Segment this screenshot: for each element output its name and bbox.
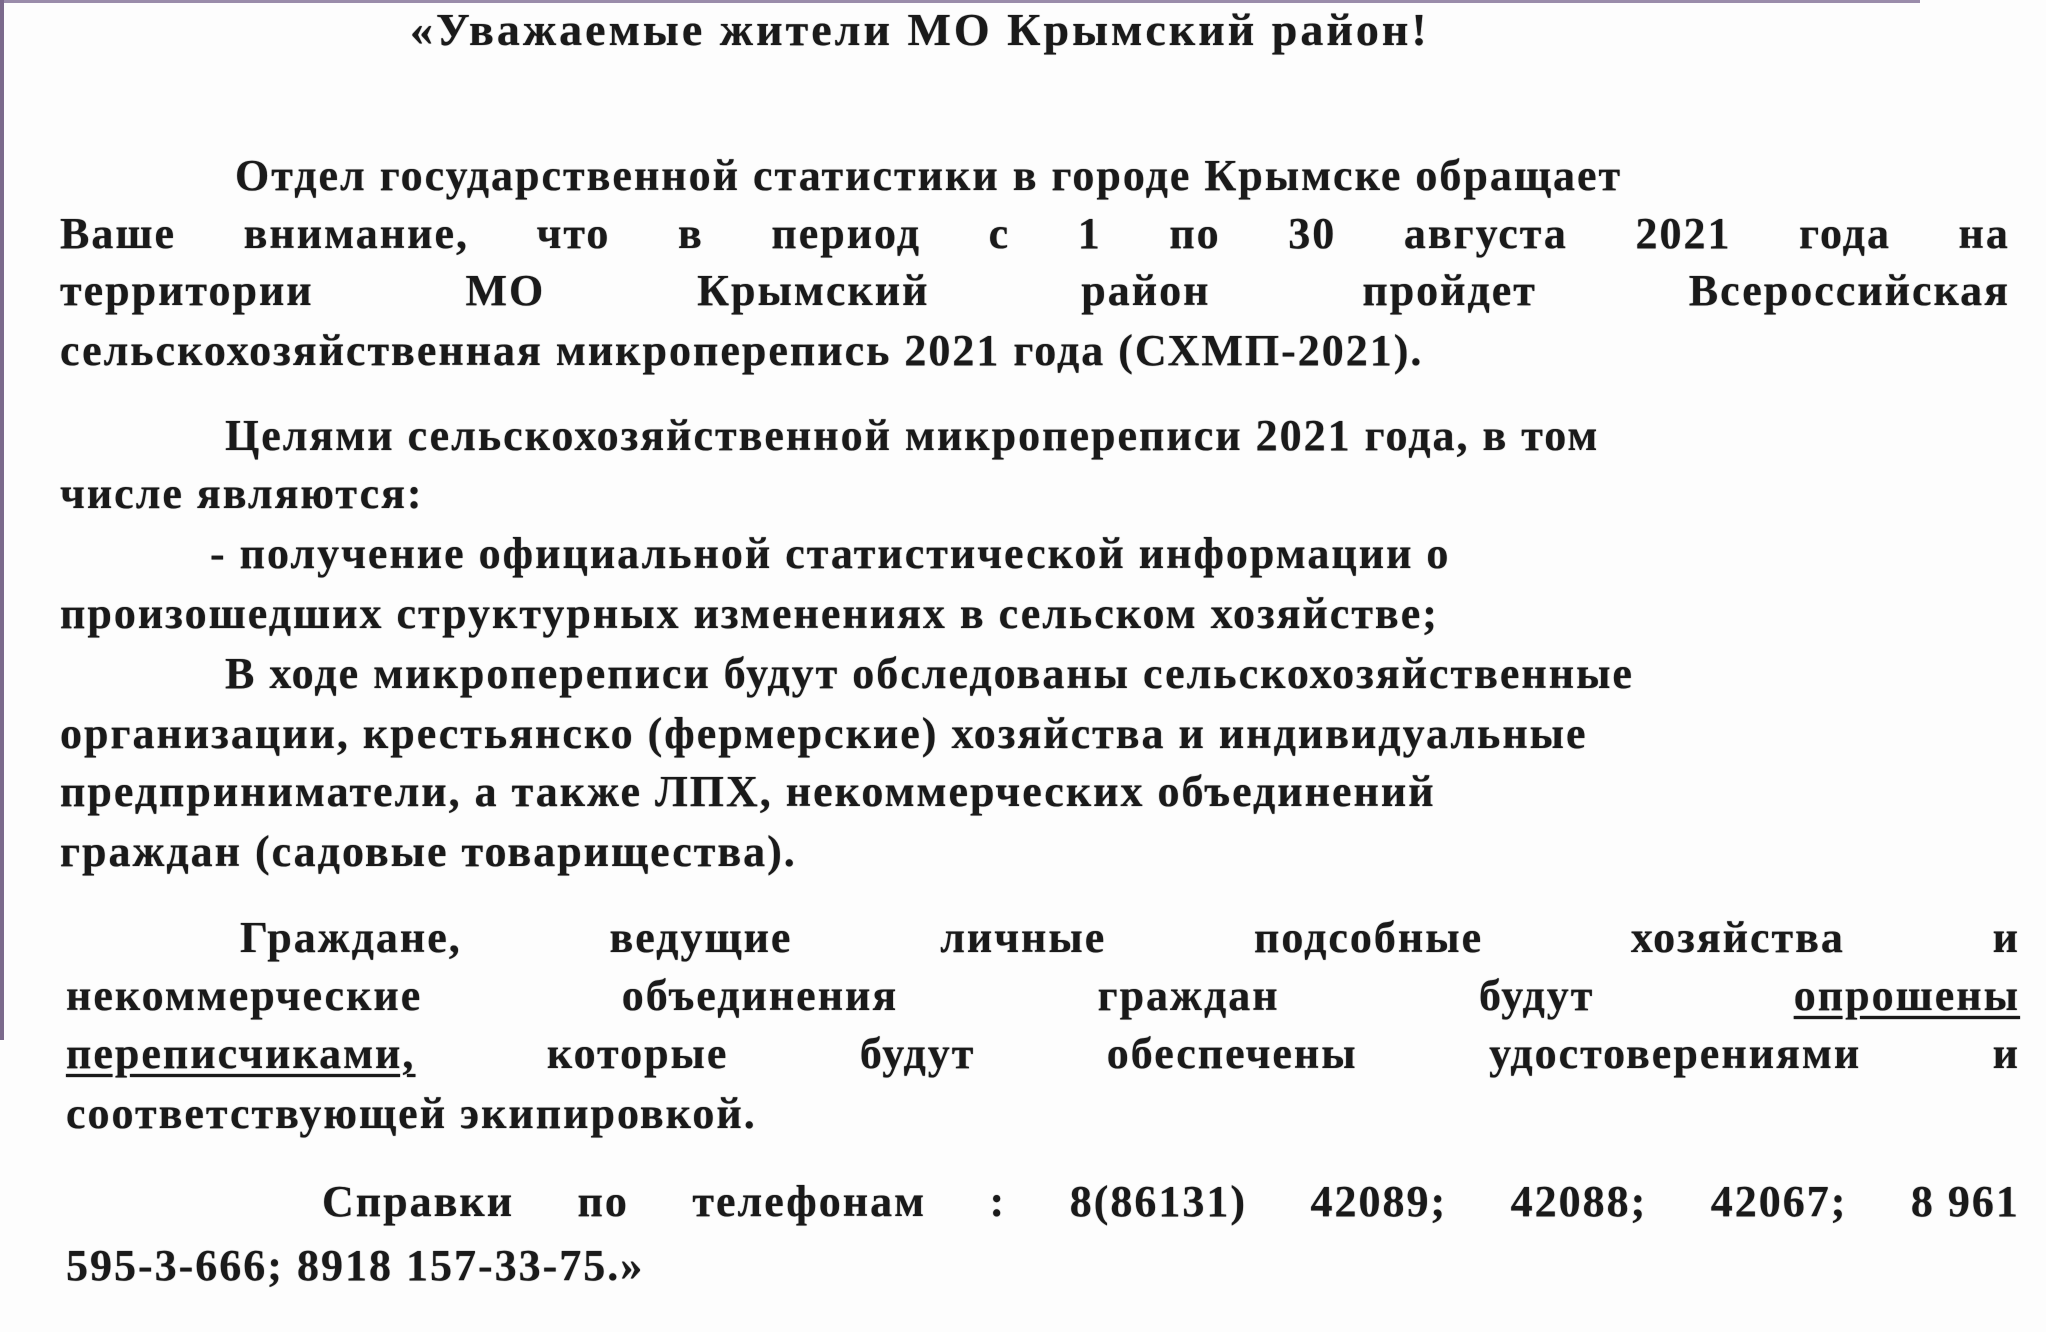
p4-line-2 xyxy=(66,970,2020,1022)
heading: «Уважаемые жители МО Крымский район! xyxy=(410,4,1430,55)
phone: 8 961 xyxy=(1910,1177,2020,1226)
p4-line-4: соответствующей экипировкой. xyxy=(66,1089,757,1138)
p2-line-4: произошедших структурных изменениях в сельском хозяйстве; xyxy=(60,589,1439,638)
p1-line-2 xyxy=(60,208,2010,260)
phone: 42088; xyxy=(1510,1177,1648,1226)
p4-line-3 xyxy=(66,1028,2020,1080)
word: 30 xyxy=(1288,209,1337,258)
phone: 42067; xyxy=(1710,1177,1848,1226)
word: по xyxy=(1169,209,1221,258)
word: район xyxy=(1081,266,1211,315)
scan-left-edge xyxy=(0,0,4,1040)
word: удостоверениями xyxy=(1489,1029,1862,1078)
word: будут xyxy=(859,1029,976,1078)
word: некоммерческие xyxy=(66,971,423,1020)
contacts-line-1 xyxy=(322,1176,2020,1228)
word: и xyxy=(1992,1029,2020,1078)
phone: 8(86131) xyxy=(1069,1177,1247,1226)
word: будут xyxy=(1478,971,1595,1020)
p1-line-3 xyxy=(60,265,2010,317)
word: Справки xyxy=(322,1177,515,1226)
word: Ваше xyxy=(60,209,177,258)
word: пройдет xyxy=(1362,266,1537,315)
word: Крымский xyxy=(697,266,930,315)
p2-line-2: числе являются: xyxy=(60,469,424,518)
p3-line-3: предприниматели, а также ЛПХ, некоммерческих объединений xyxy=(60,767,1436,816)
word: ведущие xyxy=(609,913,793,962)
p2-line-1: Целями сельскохозяйственной микропереписи 2021 года, в том xyxy=(225,411,1600,460)
word: телефонам xyxy=(692,1177,927,1226)
word: период xyxy=(771,209,922,258)
word: личные xyxy=(940,913,1107,962)
p3-line-2: организации, крестьянско (фермерские) хозяйства и индивидуальные xyxy=(60,709,1588,758)
word: на xyxy=(1958,209,2010,258)
word: МО xyxy=(465,266,546,315)
p4-line-1 xyxy=(240,912,2020,964)
word: Граждане, xyxy=(240,913,462,962)
word: года xyxy=(1799,209,1891,258)
word: с xyxy=(988,209,1011,258)
p1-line-4: сельскохозяйственная микроперепись 2021 года (СХМП-2021). xyxy=(60,326,1424,375)
word: подсобные xyxy=(1254,913,1484,962)
word: августа xyxy=(1403,209,1568,258)
p2-line-3: - получение официальной статистической информации о xyxy=(210,529,1451,578)
p3-line-1: В ходе микропереписи будут обследованы сельскохозяйственные xyxy=(225,649,1634,698)
word: внимание, xyxy=(243,209,469,258)
word: обеспечены xyxy=(1106,1029,1358,1078)
word: что xyxy=(536,209,611,258)
word: 2021 xyxy=(1635,209,1732,258)
word: по xyxy=(577,1177,629,1226)
word: хозяйства xyxy=(1630,913,1845,962)
word: в xyxy=(678,209,704,258)
word: территории xyxy=(60,266,314,315)
underlined-word: переписчиками, xyxy=(66,1029,416,1078)
p1-line-1: Отдел государственной статистики в городе Крымске обращает xyxy=(235,151,1623,200)
word: Всероссийская xyxy=(1688,266,2010,315)
word: объединения xyxy=(621,971,899,1020)
phone: 42089; xyxy=(1310,1177,1448,1226)
word: которые xyxy=(546,1029,729,1078)
word: : xyxy=(989,1177,1007,1226)
underlined-word: опрошены xyxy=(1793,971,2020,1020)
word: граждан xyxy=(1097,971,1280,1020)
p3-line-4: граждан (садовые товарищества). xyxy=(60,827,797,876)
word: 1 xyxy=(1077,209,1102,258)
scan-top-edge xyxy=(0,0,1920,3)
word: и xyxy=(1992,913,2020,962)
contacts-line-2: 595-3-666; 8918 157-33-75.» xyxy=(66,1241,645,1290)
